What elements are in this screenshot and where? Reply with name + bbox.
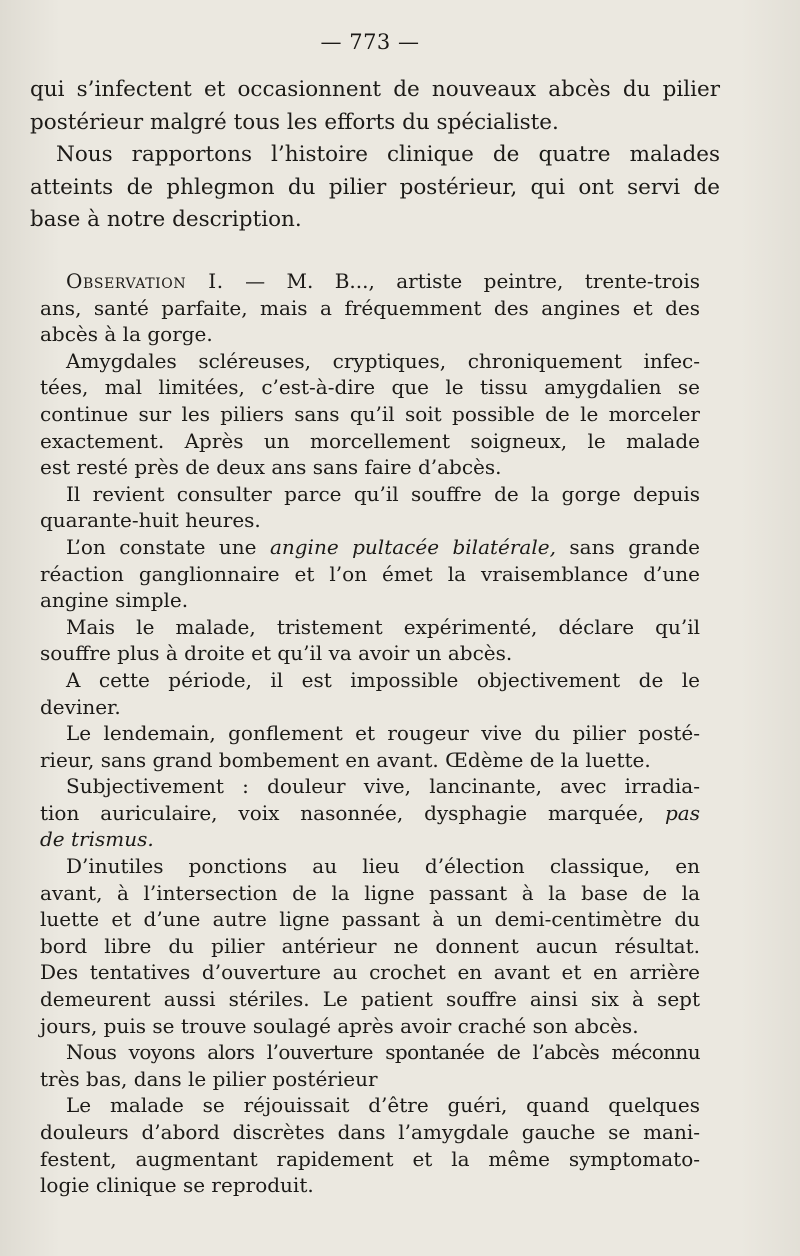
observation-section: [40, 268, 700, 1199]
text-line: Nous voyons alors l’ouverture spontanée de l’abcès méconnu: [66, 1040, 700, 1065]
observation-paragraph-3: [40, 481, 700, 534]
text-line: luette et d’une autre ligne passant à un demi-centimètre du: [40, 907, 700, 932]
text-line: jours, puis se trouve soulagé après avoir craché son abcès.: [40, 1013, 639, 1038]
text-line: réaction ganglionnaire et l’on émet la vraisemblance d’une: [40, 561, 700, 586]
text-run: L’on constate une: [66, 534, 270, 559]
text-line: festent, augmentant rapidement et la même symptomato-: [40, 1146, 700, 1171]
text-line: angine simple.: [40, 588, 189, 613]
text-line: D’inutiles ponctions au lieu d’élection classique, en: [66, 854, 700, 879]
observation-heading: Observation I.: [66, 269, 224, 293]
observation-paragraph-9: [40, 853, 700, 1039]
text-line: [40, 826, 700, 853]
text-line: Le malade se réjouissait d’être guéri, quand quelques: [66, 1093, 700, 1118]
observation-paragraph-1: [40, 268, 700, 348]
text-line: A cette période, il est impossible objectivement de le: [66, 667, 700, 692]
text-line: bord libre du pilier antérieur ne donnent aucun résultat.: [40, 933, 700, 958]
text-line: Des tentatives d’ouverture au crochet en avant et en arrière: [40, 960, 700, 985]
text-line: postérieur malgré tous les efforts du spécialiste.: [30, 109, 559, 135]
observation-paragraph-4: [40, 534, 700, 614]
intro-paragraph-2: [30, 139, 720, 237]
text-line: très bas, dans le pilier postérieur: [40, 1066, 378, 1091]
text-line: avant, à l’intersection de la ligne passant à la base de la: [40, 880, 700, 905]
text-line: Subjectivement : douleur vive, lancinante, avec irradia-: [66, 774, 700, 799]
text-line: [40, 800, 700, 827]
text-line: Amygdales scléreuses, cryptiques, chroniquement infec-: [66, 348, 700, 373]
observation-paragraph-10: [40, 1039, 700, 1092]
text-line: qui s’infectent et occasionnent de nouveaux abcès du pilier: [30, 77, 720, 102]
observation-paragraph-7: [40, 720, 700, 773]
text-line: base à notre description.: [30, 207, 302, 232]
text-run: sans grande: [555, 534, 700, 559]
text-run: tion auriculaire, voix nasonnée, dysphagie marquée,: [40, 800, 665, 825]
text-line: continue sur les piliers sans qu’il soit possible de le morceler: [40, 401, 700, 426]
text-line: abcès à la gorge.: [40, 322, 213, 347]
text-line: Il revient consulter parce qu’il souffre de la gorge depuis: [66, 481, 700, 506]
text-line: exactement. Après un morcellement soigneux, le malade: [40, 428, 700, 453]
text-line: quarante-huit heures.: [40, 508, 261, 533]
text-line: Nous rapportons l’histoire clinique de quatre malades: [56, 142, 720, 167]
text-line: demeurent aussi stériles. Le patient souffre ainsi six à sept: [40, 987, 700, 1012]
text-line: Le lendemain, gonflement et rougeur vive du pilier posté-: [66, 721, 700, 746]
text-line: Mais le malade, tristement expérimenté, déclare qu’il: [66, 614, 700, 639]
italic-run: angine pultacée bilatérale,: [269, 534, 556, 559]
observation-paragraph-6: [40, 667, 700, 720]
italic-run: pas: [665, 800, 700, 825]
observation-paragraph-8: [40, 773, 700, 853]
text-line: atteints de phlegmon du pilier postérieur, qui ont servi de: [30, 174, 720, 200]
intro-text: [30, 74, 720, 237]
observation-paragraph-11: [40, 1092, 700, 1198]
observation-heading-rest: — M. B..., artiste peintre, trente-trois: [223, 269, 700, 293]
text-line: tées, mal limitées, c’est-à-dire que le tissu amygdalien se: [40, 375, 700, 400]
observation-paragraph-2: [40, 348, 700, 481]
intro-paragraph-1: [30, 74, 720, 139]
text-line: est resté près de deux ans sans faire d’abcès.: [40, 455, 502, 480]
text-line: souffre plus à droite et qu’il va avoir un abcès.: [40, 641, 513, 666]
text-line: [40, 534, 700, 561]
text-line: deviner.: [40, 694, 121, 719]
text-line: douleurs d’abord discrètes dans l’amygdale gauche se mani-: [40, 1120, 700, 1144]
observation-paragraph-5: [40, 614, 700, 667]
text-line: rieur, sans grand bombement en avant. Œdème de la luette.: [40, 747, 651, 772]
text-line: ans, santé parfaite, mais a fréquemment des angines et des: [40, 295, 700, 320]
italic-run: de trismus.: [40, 827, 154, 852]
observation-heading-line: [40, 268, 700, 295]
page-number: — 773 —: [320, 30, 420, 54]
text-line: logie clinique se reproduit.: [40, 1173, 314, 1198]
